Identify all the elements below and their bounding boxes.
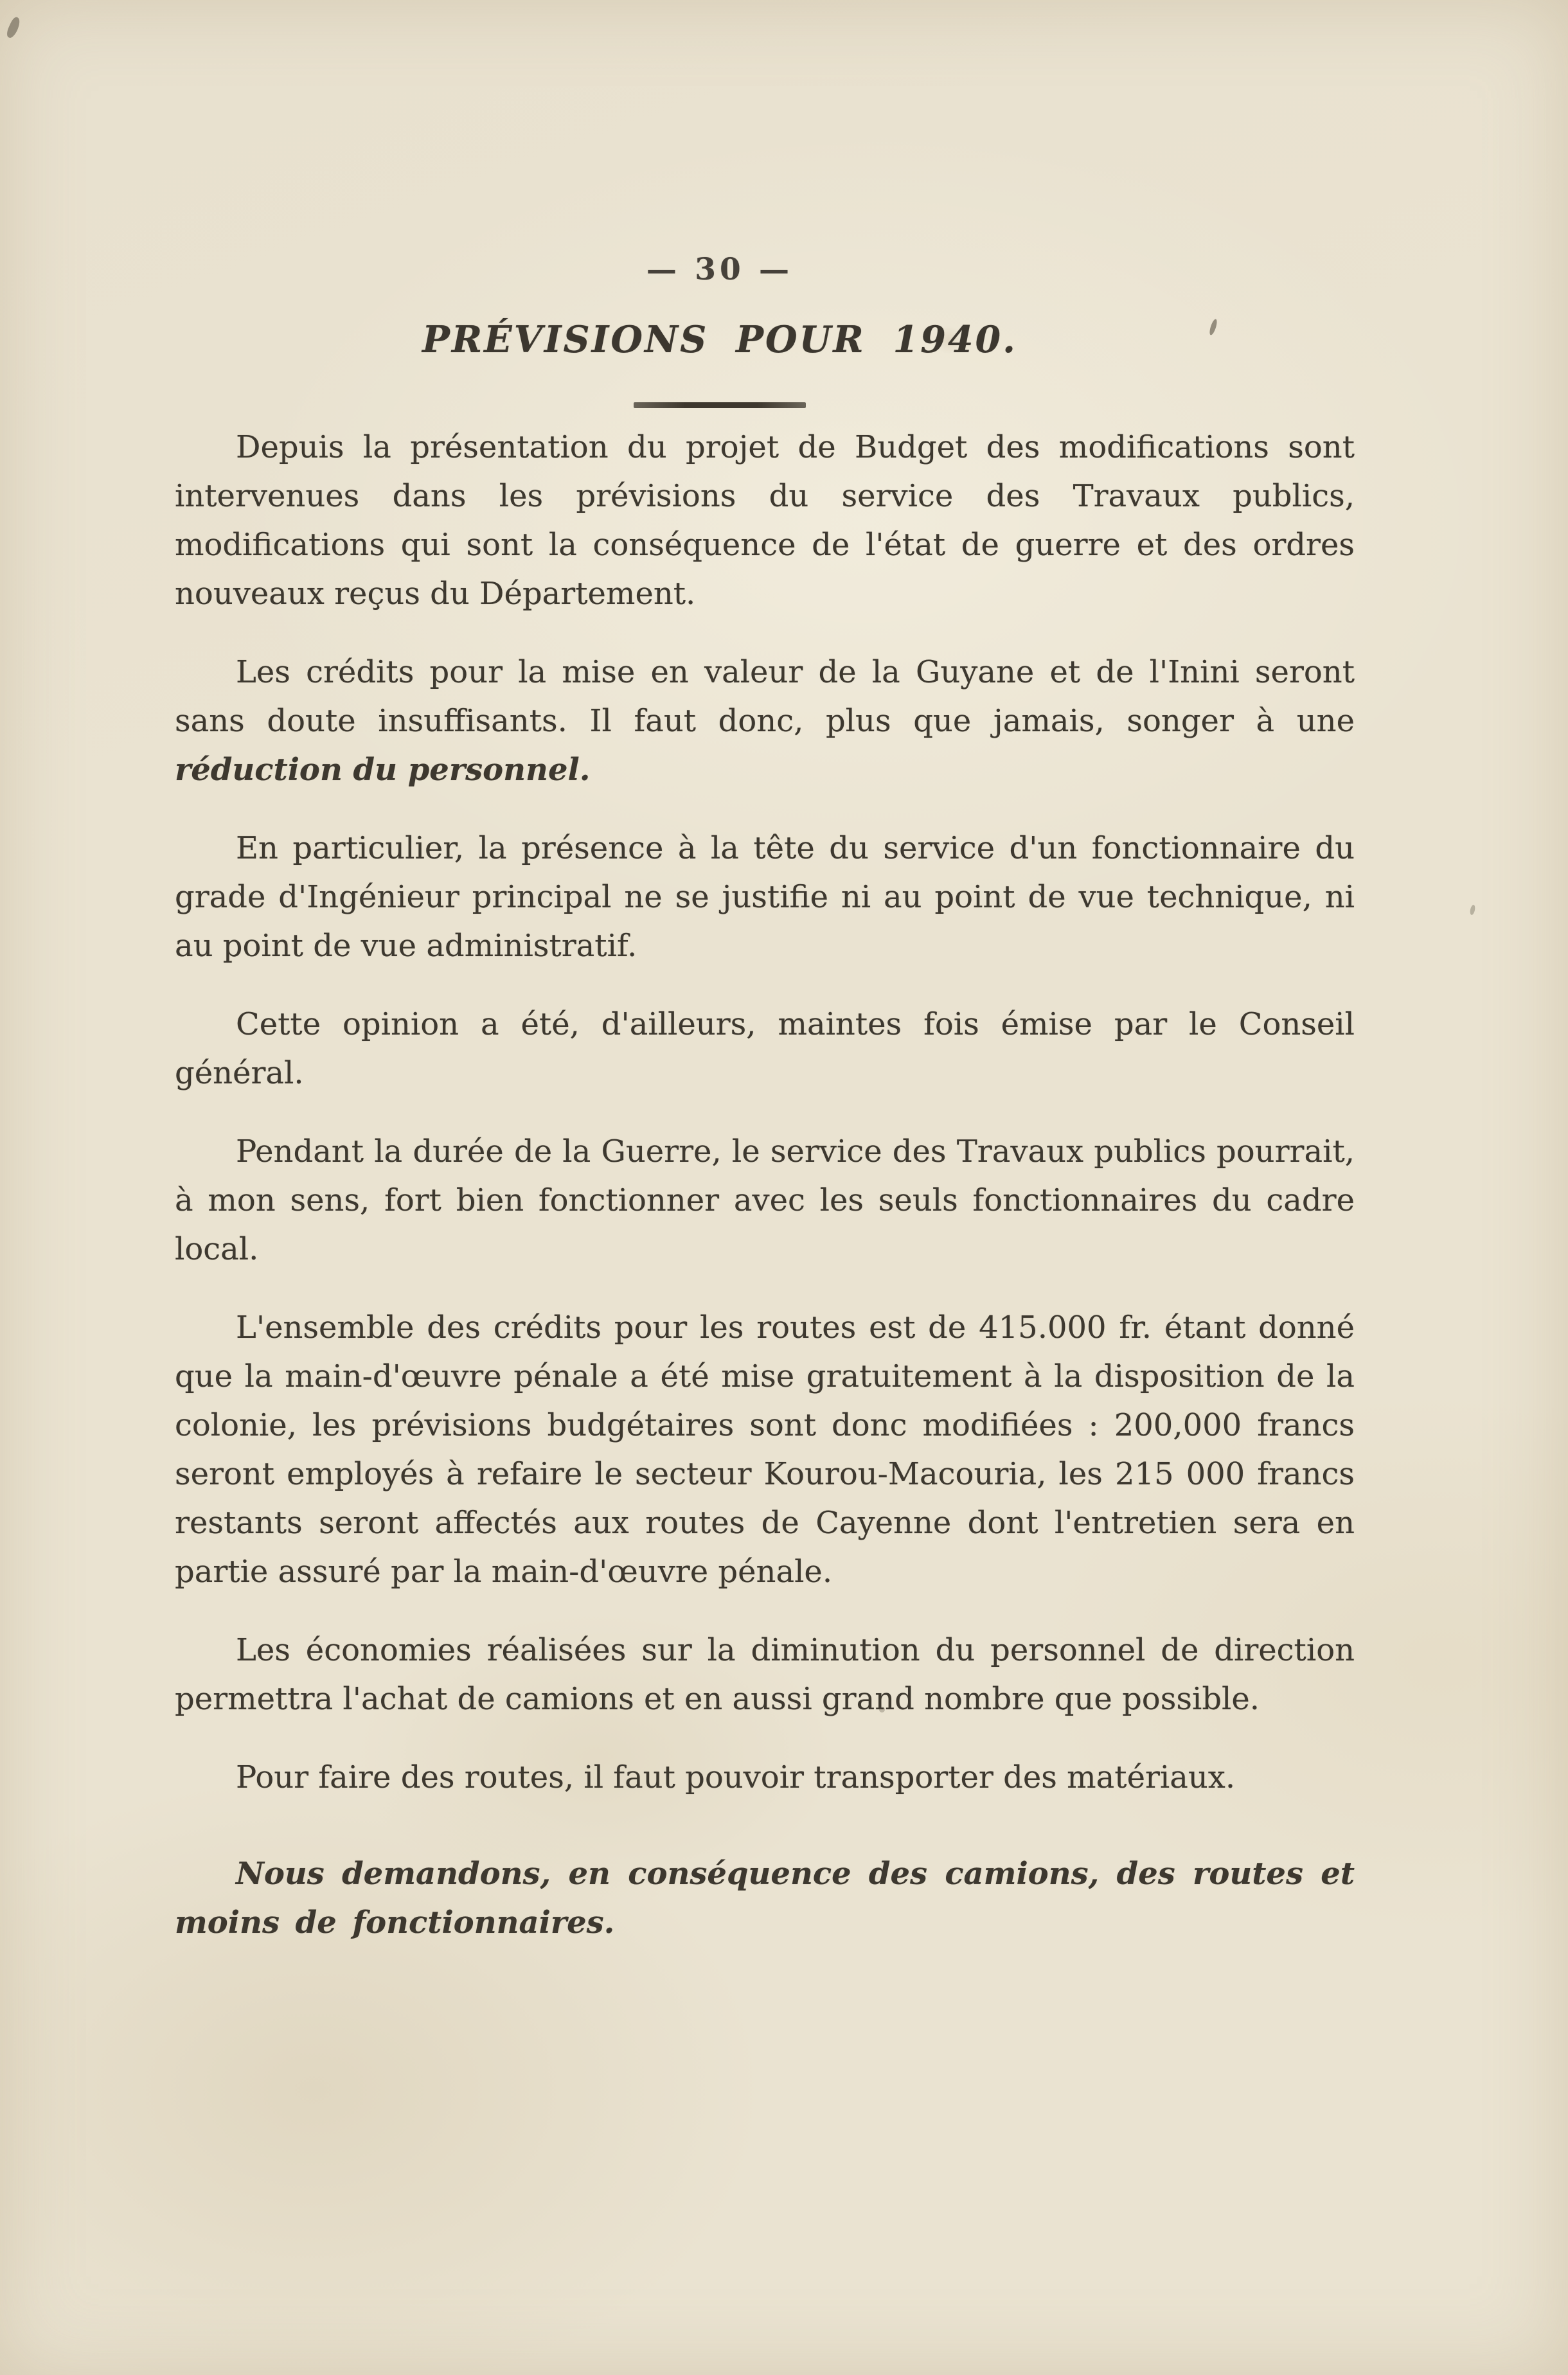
- body-text: [175, 423, 1355, 1947]
- paragraph: [175, 1303, 1355, 1596]
- page-header: [129, 252, 1311, 408]
- paragraph: [175, 1127, 1355, 1274]
- paragraph: [175, 1753, 1355, 1802]
- body-text-run: Pour faire des routes, il faut pouvoir transporter des matériaux.: [236, 1759, 1236, 1795]
- body-text-run: L'ensemble des crédits pour les routes est de 415.000 fr. étant donné que la main-d'œuvre pénale a été mise gratuitement à la disposition de la colonie, les prévisions budgétaires sont donc modifiées : 200,000 francs seront employés à refaire le secteur Kourou-Macouria, les 215 000 francs restants seront affectés aux routes de Cayenne dont l'entretien sera en partie assuré par la main-d'œuvre pénale.: [175, 1310, 1355, 1590]
- page-number: — 30 —: [646, 252, 794, 287]
- paper-speck: [4, 16, 22, 40]
- paper-speck: [1469, 904, 1475, 915]
- paragraph: [175, 1000, 1355, 1098]
- paragraph: [175, 423, 1355, 618]
- paragraph: [175, 1626, 1355, 1723]
- paragraph: [175, 1849, 1355, 1947]
- emphasized-text: Nous demandons, en conséquence des camions, des routes et moins de fonctionnaires.: [175, 1856, 1355, 1941]
- title-divider: [634, 402, 806, 408]
- body-text-run: Cette opinion a été, d'ailleurs, maintes fois émise par le Conseil général.: [175, 1006, 1355, 1091]
- emphasized-text: réduction du personnel.: [175, 752, 591, 788]
- page-title: PRÉVISIONS POUR 1940.: [422, 318, 1018, 361]
- body-text-run: Pendant la durée de la Guerre, le service des Travaux publics pourrait, à mon sens, fort bien fonctionner avec les seuls fonctionnaires du cadre local.: [175, 1134, 1355, 1267]
- paragraph: [175, 824, 1355, 970]
- paragraph: [175, 648, 1355, 794]
- body-text-run: Les crédits pour la mise en valeur de la Guyane et de l'Inini seront sans doute insuffisants. Il faut donc, plus que jamais, songer à une: [175, 654, 1355, 739]
- body-text-run: Depuis la présentation du projet de Budget des modifications sont intervenues dans les prévisions du service des Travaux publics, modifications qui sont la conséquence de l'état de guerre et des ordres nouveaux reçus du Département.: [175, 429, 1355, 612]
- body-text-run: En particulier, la présence à la tête du service d'un fonctionnaire du grade d'Ingénieur principal ne se justifie ni au point de vue technique, ni au point de vue administratif.: [175, 830, 1355, 964]
- body-text-run: Les économies réalisées sur la diminution du personnel de direction permettra l'achat de camions et en aussi grand nombre que possible.: [175, 1632, 1355, 1717]
